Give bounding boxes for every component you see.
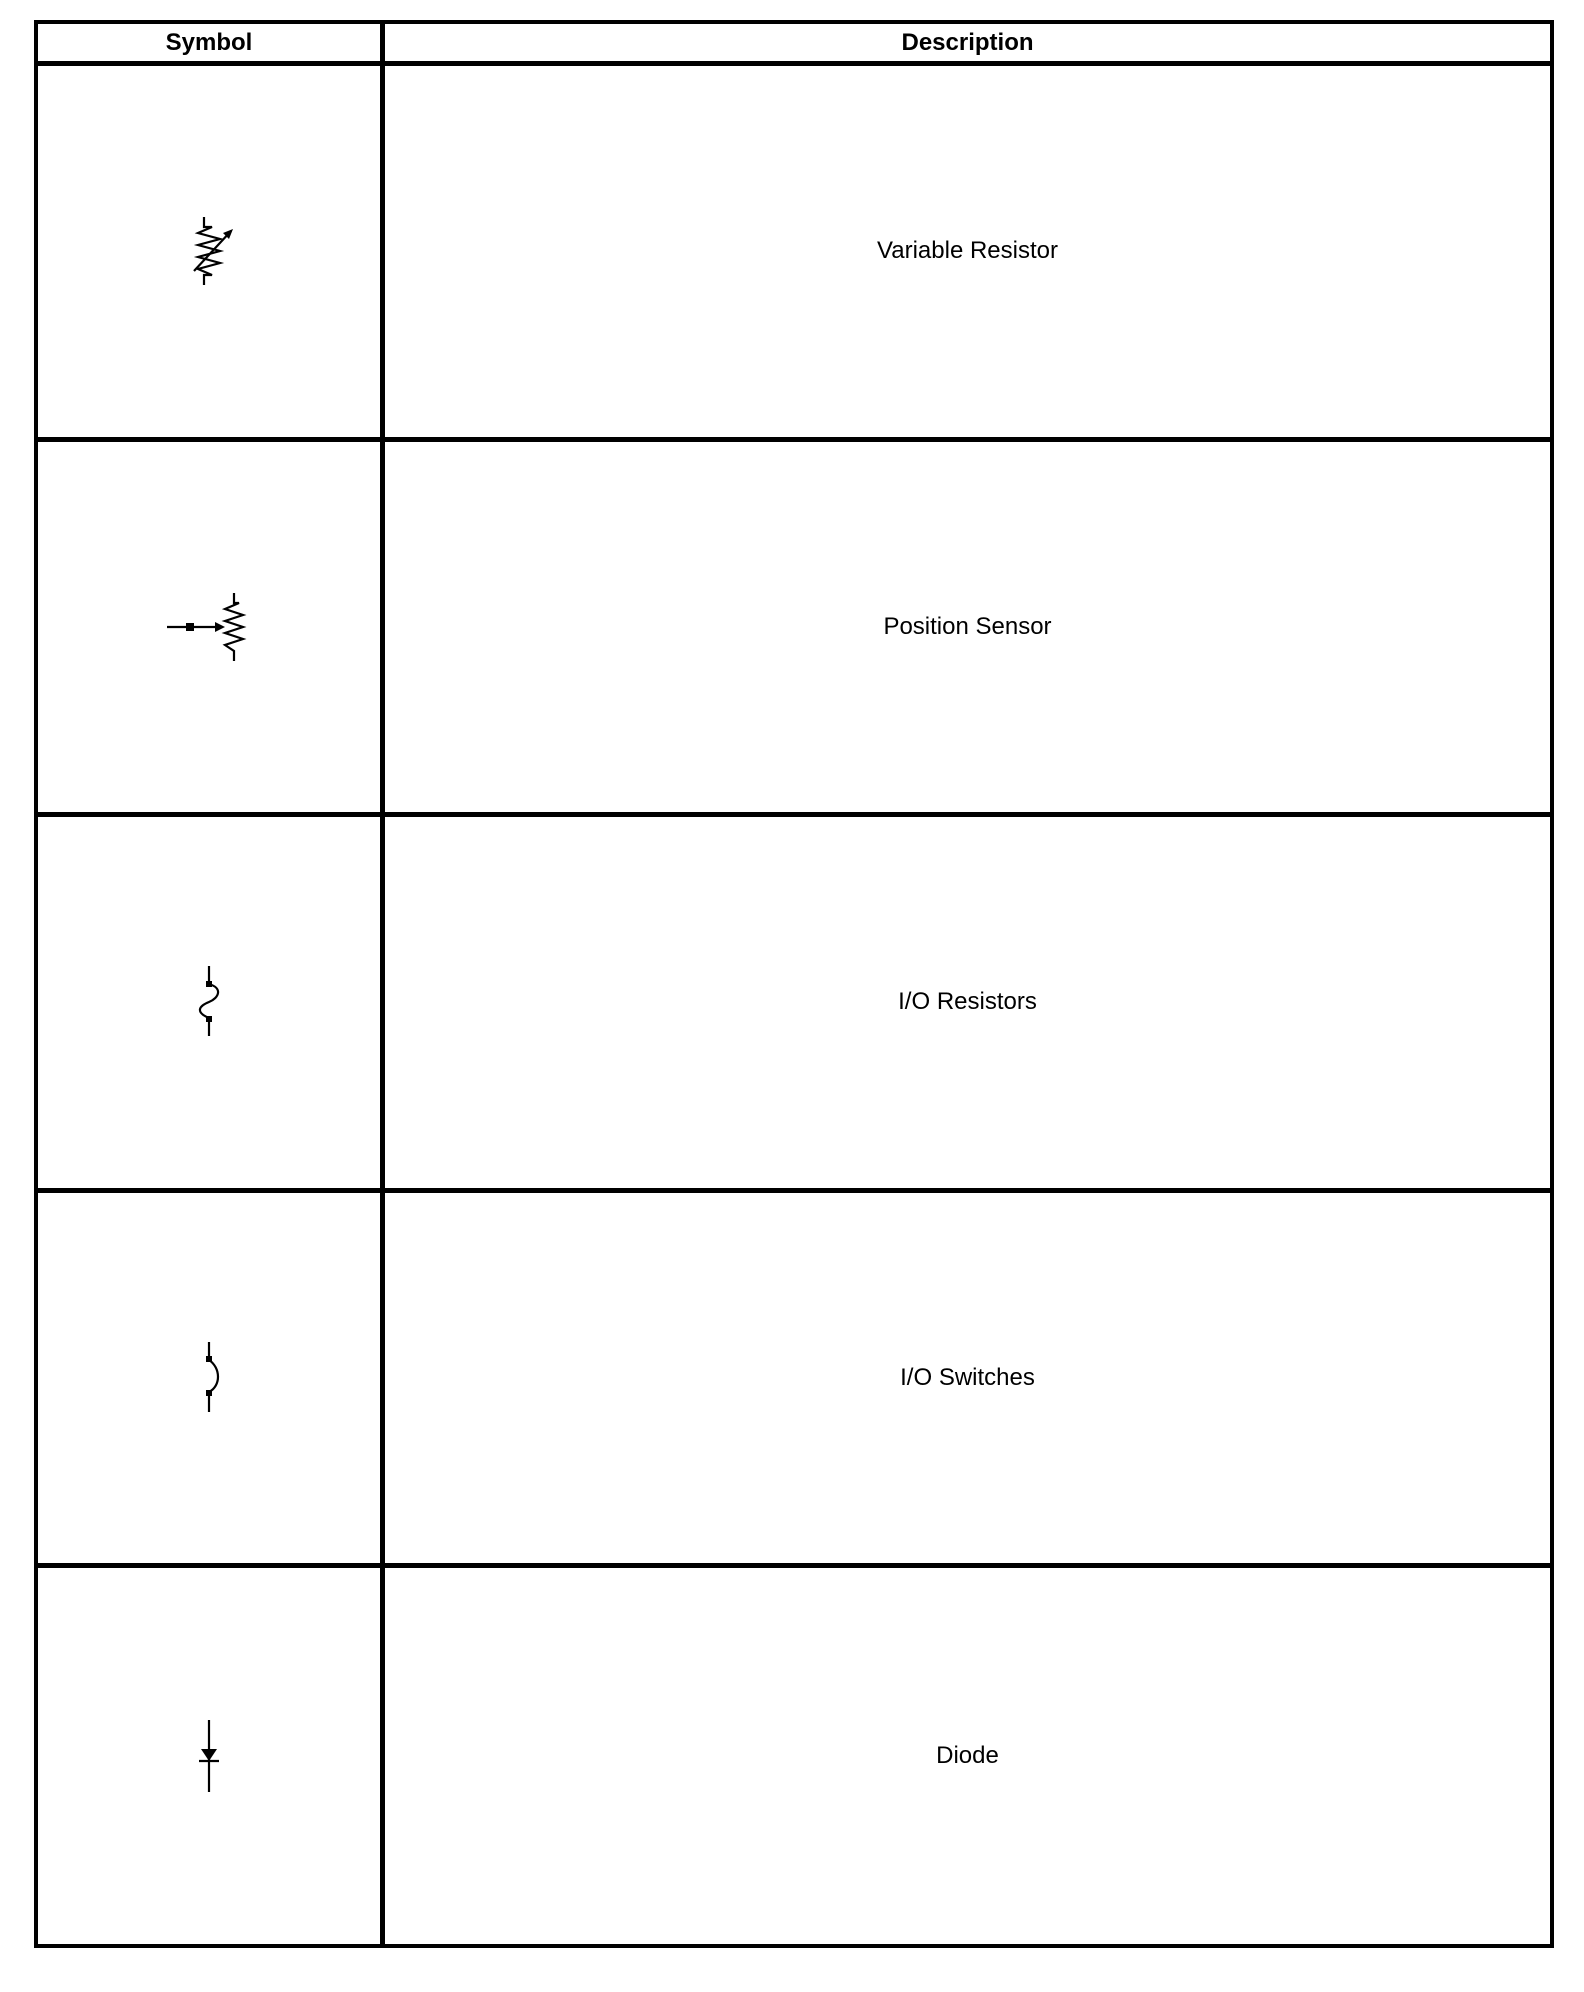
- symbol-legend-table: [34, 20, 1554, 1948]
- table-row-symbol-cell: [38, 66, 385, 442]
- table-row-symbol-cell: [38, 817, 385, 1193]
- diode-icon: [189, 1716, 229, 1796]
- symbol-column-header: Symbol: [38, 24, 385, 66]
- variable-resistor-icon: [179, 211, 239, 291]
- io-switch-icon: [189, 1338, 229, 1418]
- table-row-description: Variable Resistor: [385, 66, 1550, 442]
- table-row-symbol-cell: [38, 1568, 385, 1944]
- description-column-header: Description: [385, 24, 1550, 66]
- io-resistor-icon: [189, 962, 229, 1042]
- table-row-symbol-cell: [38, 1193, 385, 1569]
- position-sensor-icon: [164, 587, 254, 667]
- table-row-description: Diode: [936, 1742, 999, 1770]
- table-row-description: I/O Resistors: [385, 817, 1550, 1193]
- table-row-symbol-cell: [38, 442, 385, 818]
- table-row-description: I/O Switches: [385, 1193, 1550, 1569]
- table-row-description: Position Sensor: [385, 442, 1550, 818]
